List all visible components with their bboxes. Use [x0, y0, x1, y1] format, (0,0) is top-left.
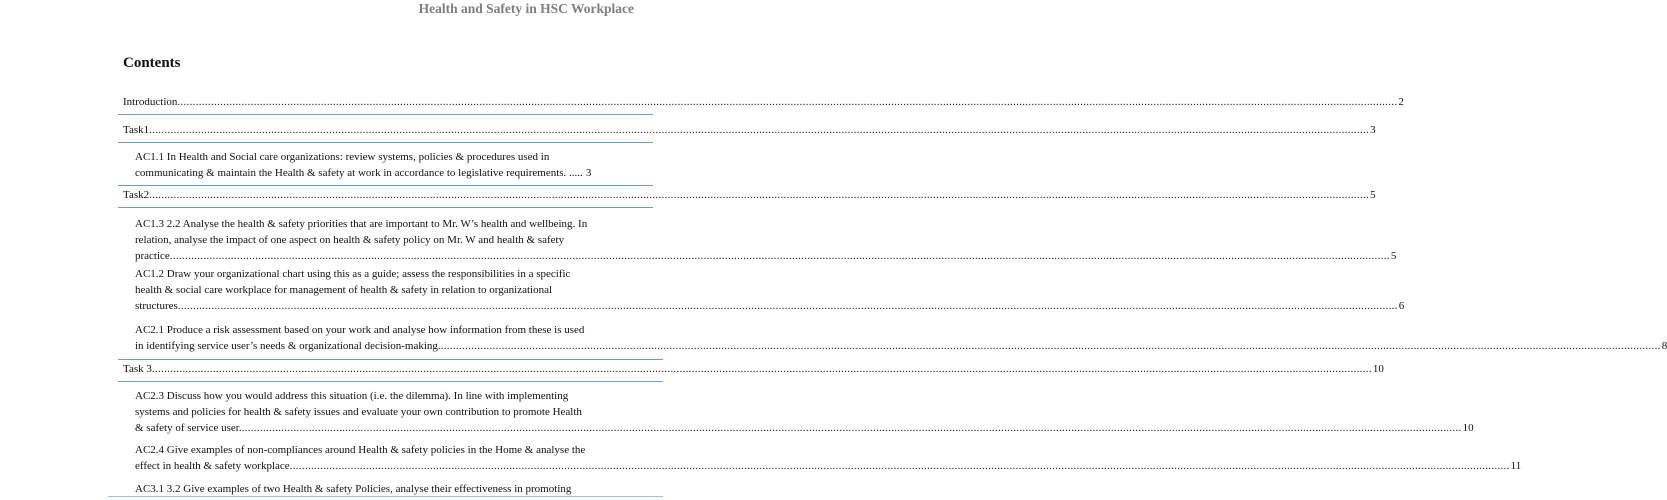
- toc-entry-ac1-3[interactable]: [135, 216, 1397, 264]
- toc-page-number: 10: [1372, 363, 1384, 375]
- toc-page-number: 6: [1398, 300, 1405, 312]
- dot-leader: ................................................................................................................................................................................................................................................................................................................................................................................................................: [440, 340, 1661, 352]
- toc-page-number: 2: [1398, 96, 1404, 108]
- toc-page-number: 3: [1370, 124, 1376, 136]
- toc-divider: [118, 142, 653, 143]
- toc-entry-line: AC2.1 Produce a risk assessment based on your work and analyse how information from these is used: [135, 324, 585, 336]
- toc-entry-task1[interactable]: [123, 122, 1376, 138]
- toc-divider: [118, 185, 653, 186]
- toc-entry-line: AC2.3 Discuss how you would address this situation (i.e. the dilemma). In line with implementing: [135, 390, 569, 402]
- toc-entry-ac1-1[interactable]: [135, 149, 653, 181]
- dot-leader: ................................................................................................................................................................................................................................................................................................................................................................................................................: [149, 189, 1370, 201]
- toc-entry-title: Task2: [123, 189, 150, 201]
- toc-entry-line: relation, analyse the impact of one aspect on health & safety policy on Mr. W and health & safety: [135, 234, 565, 246]
- dot-leader: ................................................................................................................................................................................................................................................................................................................................................................................................................: [149, 124, 1370, 136]
- toc-entry-title: communicating & maintain the Health & safety at work in accordance to legislative requirements. .....: [135, 167, 583, 179]
- header-title: Health and Safety in HSC Workplace: [418, 1, 634, 16]
- toc-entry-ac1-2[interactable]: [135, 266, 1405, 314]
- toc-entry-task3[interactable]: [123, 361, 1384, 377]
- toc-entry-ac2-4[interactable]: [135, 442, 1522, 474]
- dot-leader: ................................................................................................................................................................................................................................................................................................................................................................................................................: [169, 250, 1390, 262]
- toc-entry-title: practice: [135, 250, 170, 262]
- toc-entry-task2[interactable]: [123, 187, 1376, 203]
- dot-leader: ................................................................................................................................................................................................................................................................................................................................................................................................................: [177, 96, 1398, 108]
- toc-divider: [118, 359, 663, 360]
- toc-page-number: 11: [1510, 460, 1522, 472]
- dot-leader: ................................................................................................................................................................................................................................................................................................................................................................................................................: [289, 460, 1510, 472]
- toc-page-number: 10: [1462, 422, 1474, 434]
- toc-entry-line: AC3.1 3.2 Give examples of two Health & safety Policies, analyse their effectiveness in promoting: [135, 483, 572, 495]
- toc-entry-title: Task1: [123, 124, 150, 136]
- toc-page-number: 5: [1370, 189, 1376, 201]
- toc-entry-ac3-1[interactable]: [135, 481, 653, 497]
- toc-entry-title: effect in health & safety workplace: [135, 460, 290, 472]
- dot-leader: ................................................................................................................................................................................................................................................................................................................................................................................................................: [177, 300, 1398, 312]
- dot-leader: ................................................................................................................................................................................................................................................................................................................................................................................................................: [151, 363, 1372, 375]
- toc-entry-title: structures: [135, 300, 178, 312]
- toc-page-number: 3: [585, 167, 592, 179]
- toc-entry-line: AC1.3 2.2 Analyse the health & safety priorities that are important to Mr. W’s health and wellbeing. In: [135, 218, 588, 230]
- toc-entry-title: in identifying service user’s needs & organizational decision-making.: [135, 340, 441, 352]
- toc-entry-line: health & social care workplace for management of health & safety in relation to organizational: [135, 284, 553, 296]
- toc-entry-title: Task 3: [123, 363, 152, 375]
- toc-entry-ac2-1[interactable]: [135, 322, 1667, 354]
- toc-entry-introduction[interactable]: [123, 94, 1404, 110]
- toc-divider: [118, 381, 663, 382]
- toc-divider: [118, 207, 653, 208]
- dot-leader: ................................................................................................................................................................................................................................................................................................................................................................................................................: [241, 422, 1462, 434]
- toc-entry-line: AC1.1 In Health and Social care organizations: review systems, policies & procedures used in: [135, 151, 550, 163]
- page-bottom-rule: [108, 496, 663, 497]
- toc-entry-line: AC1.2 Draw your organizational chart using this as a guide; assess the responsibilities in a specific: [135, 268, 571, 280]
- toc-entry-title: & safety of service user.: [135, 422, 242, 434]
- toc-page-number: 8: [1661, 340, 1667, 352]
- toc-entry-title: Introduction: [123, 96, 178, 108]
- toc-page-number: 5: [1390, 250, 1397, 262]
- toc-entry-line: systems and policies for health & safety issues and evaluate your own contribution to promote Health: [135, 406, 582, 418]
- contents-heading: Contents: [123, 55, 181, 71]
- toc-entry-ac2-3[interactable]: [135, 388, 1474, 436]
- toc-entry-line: AC2.4 Give examples of non-compliances around Health & safety policies in the Home & analyse the: [135, 444, 586, 456]
- toc-divider: [118, 114, 653, 115]
